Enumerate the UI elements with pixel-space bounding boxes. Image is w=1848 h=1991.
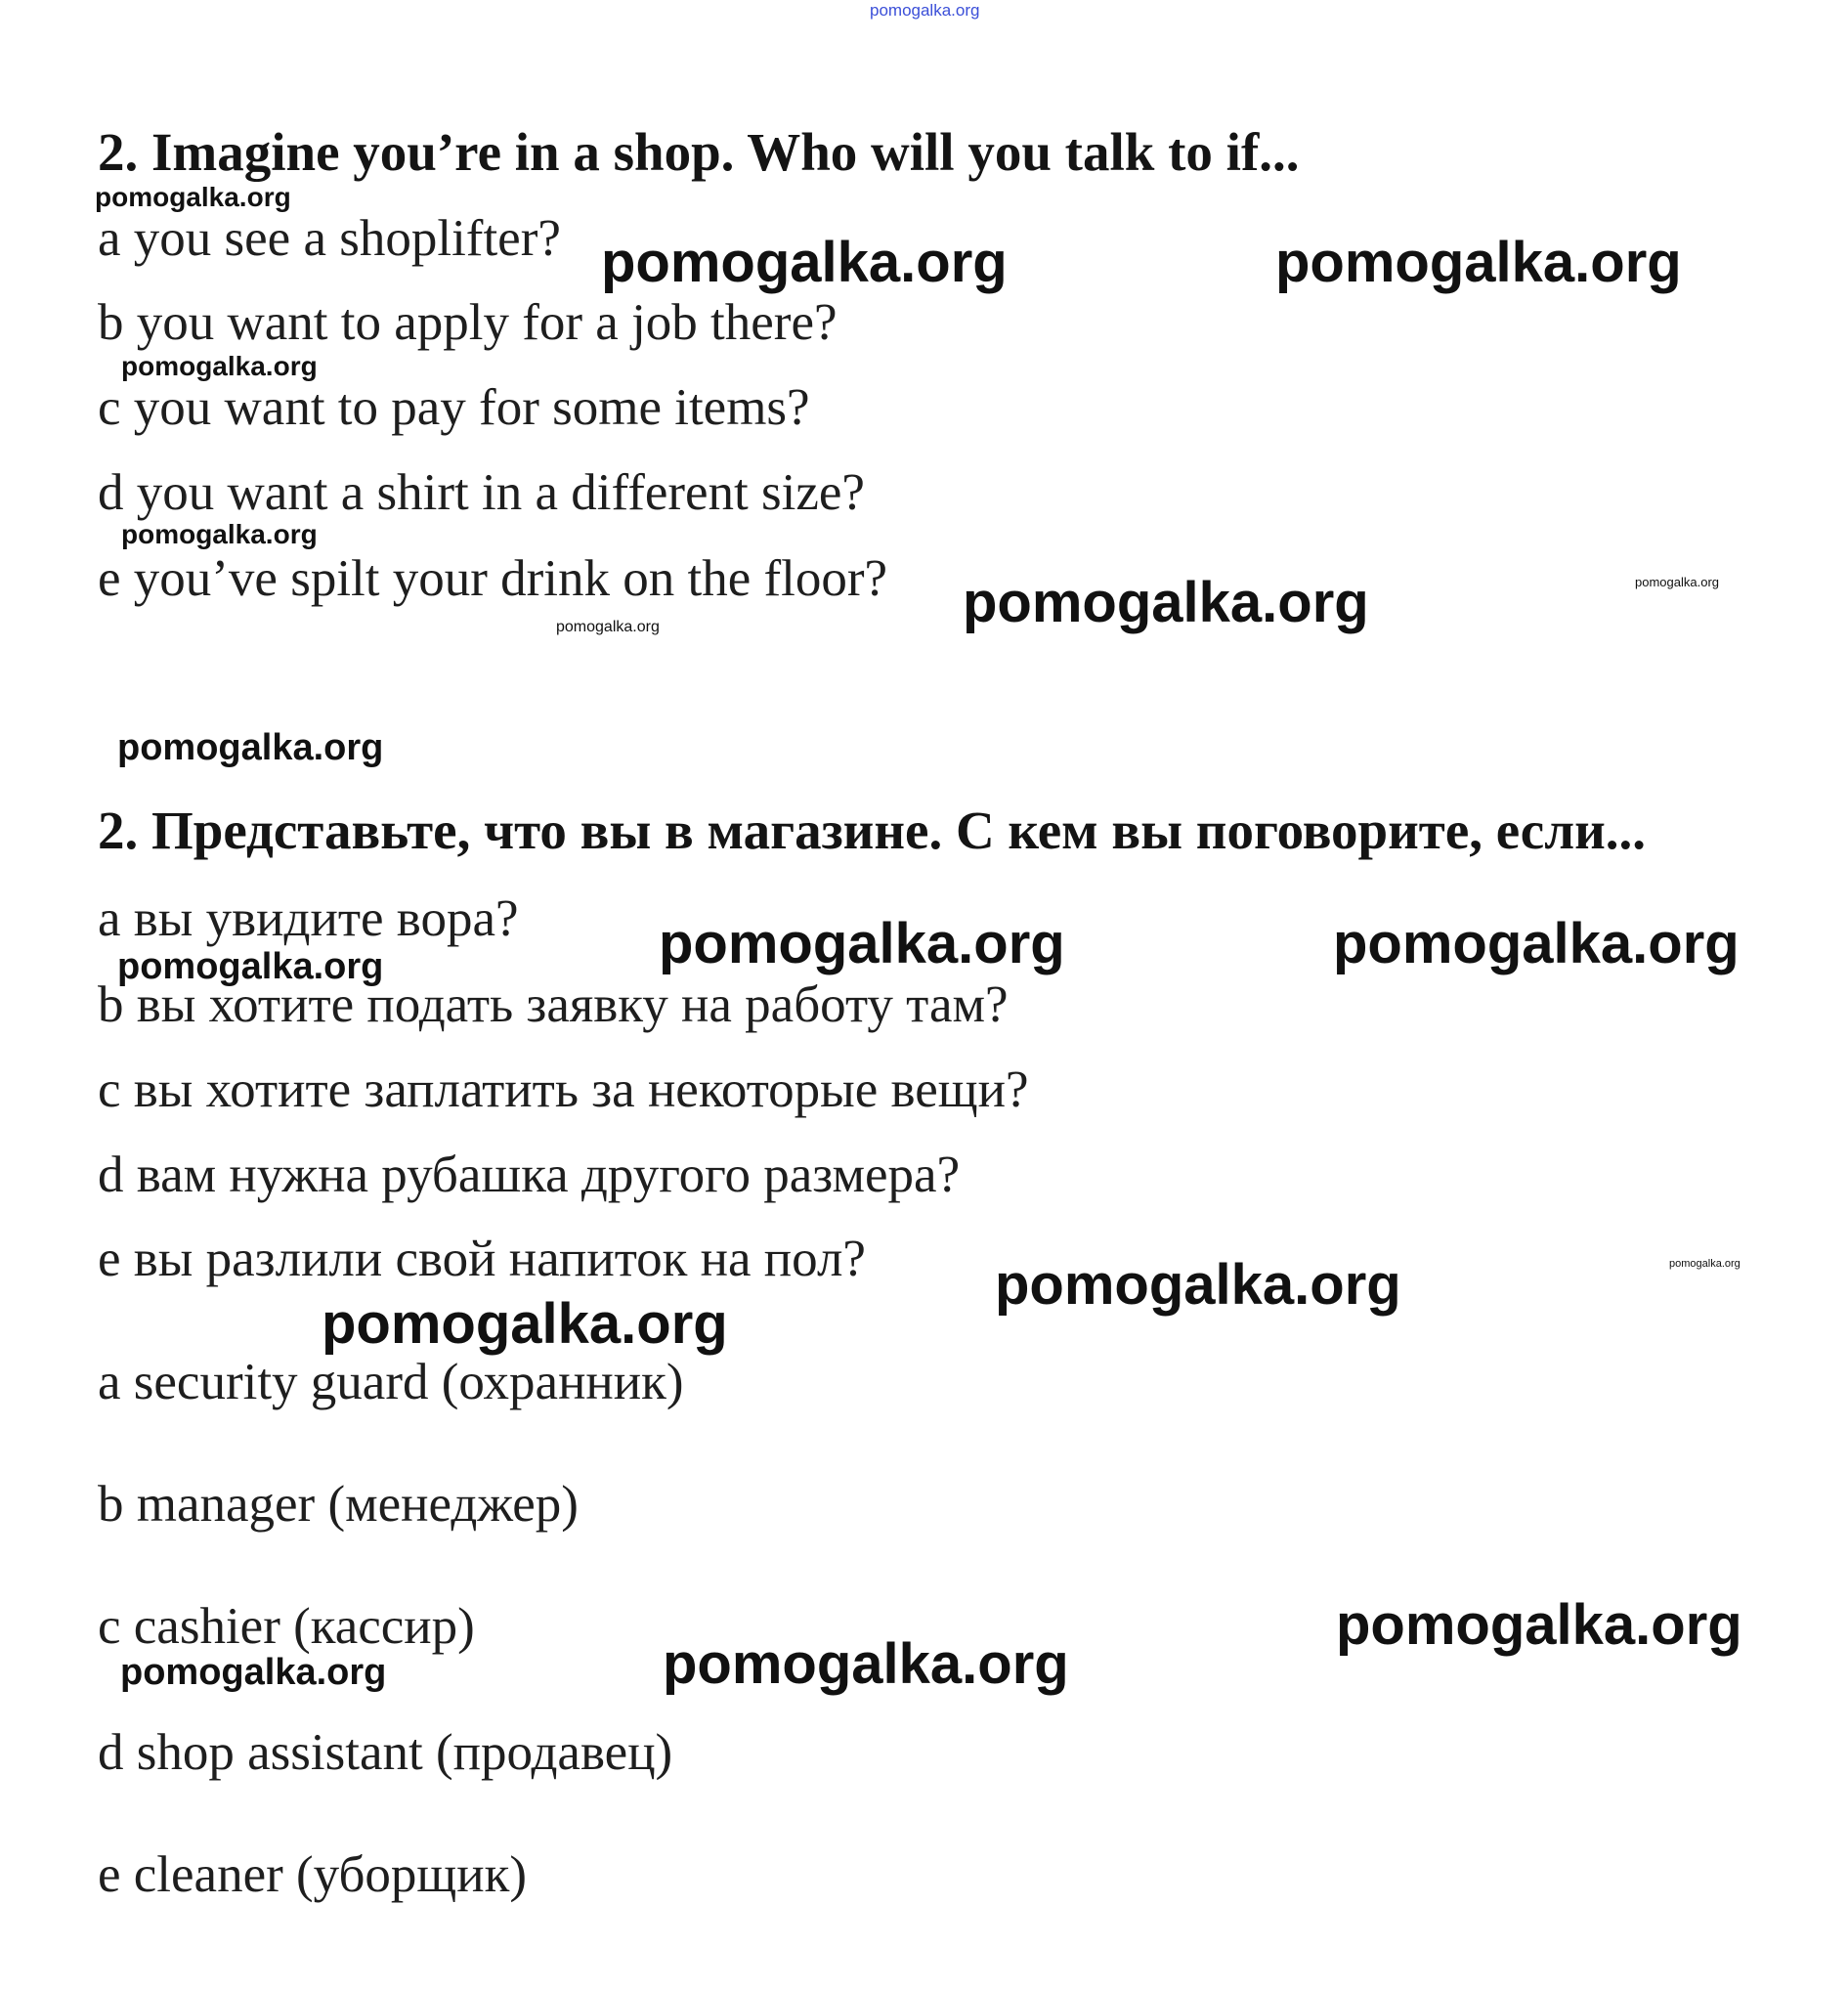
watermark: pomogalka.org (1275, 231, 1682, 294)
watermark: pomogalka.org (963, 571, 1369, 634)
answer-d: d shop assistant (продавец) (98, 1724, 673, 1781)
watermark: pomogalka.org (556, 619, 660, 635)
watermark: pomogalka.org (120, 1652, 387, 1693)
answer-a: a security guard (охранник) (98, 1354, 684, 1410)
russian-item-e: e вы разлили свой напиток на пол? (98, 1231, 866, 1287)
english-item-b: b you want to apply for a job there? (98, 294, 838, 351)
russian-item-c: c вы хотите заплатить за некоторые вещи? (98, 1061, 1029, 1118)
answer-c: c cashier (кассир) (98, 1598, 475, 1655)
russian-item-a: a вы увидите вора? (98, 890, 519, 947)
answer-b: b manager (менеджер) (98, 1476, 579, 1533)
watermark: pomogalka.org (95, 182, 291, 212)
russian-item-b: b вы хотите подать заявку на работу там? (98, 976, 1009, 1033)
watermark: pomogalka.org (1333, 912, 1740, 975)
watermark: pomogalka.org (663, 1632, 1069, 1696)
watermark: pomogalka.org (121, 519, 318, 549)
english-item-a: a you see a shoplifter? (98, 210, 561, 267)
russian-item-d: d вам нужна рубашка другого размера? (98, 1147, 961, 1203)
watermark: pomogalka.org (121, 351, 318, 381)
english-heading: 2. Imagine you’re in a shop. Who will you talk to if... (98, 122, 1300, 182)
answer-e: e cleaner (уборщик) (98, 1846, 527, 1903)
watermark: pomogalka.org (117, 946, 384, 987)
watermark: pomogalka.org (659, 912, 1065, 975)
watermark: pomogalka.org (601, 231, 1008, 294)
watermark: pomogalka.org (1336, 1593, 1742, 1657)
russian-heading: 2. Представьте, что вы в магазине. С кем вы поговорите, если... (98, 801, 1647, 860)
watermark-top: pomogalka.org (870, 1, 980, 20)
watermark: pomogalka.org (1669, 1258, 1741, 1270)
english-item-d: d you want a shirt in a different size? (98, 464, 865, 521)
english-item-c: c you want to pay for some items? (98, 379, 810, 436)
watermark: pomogalka.org (117, 727, 384, 768)
watermark: pomogalka.org (995, 1253, 1401, 1317)
watermark: pomogalka.org (322, 1292, 728, 1356)
watermark: pomogalka.org (1635, 575, 1719, 589)
english-item-e: e you’ve spilt your drink on the floor? (98, 550, 888, 607)
